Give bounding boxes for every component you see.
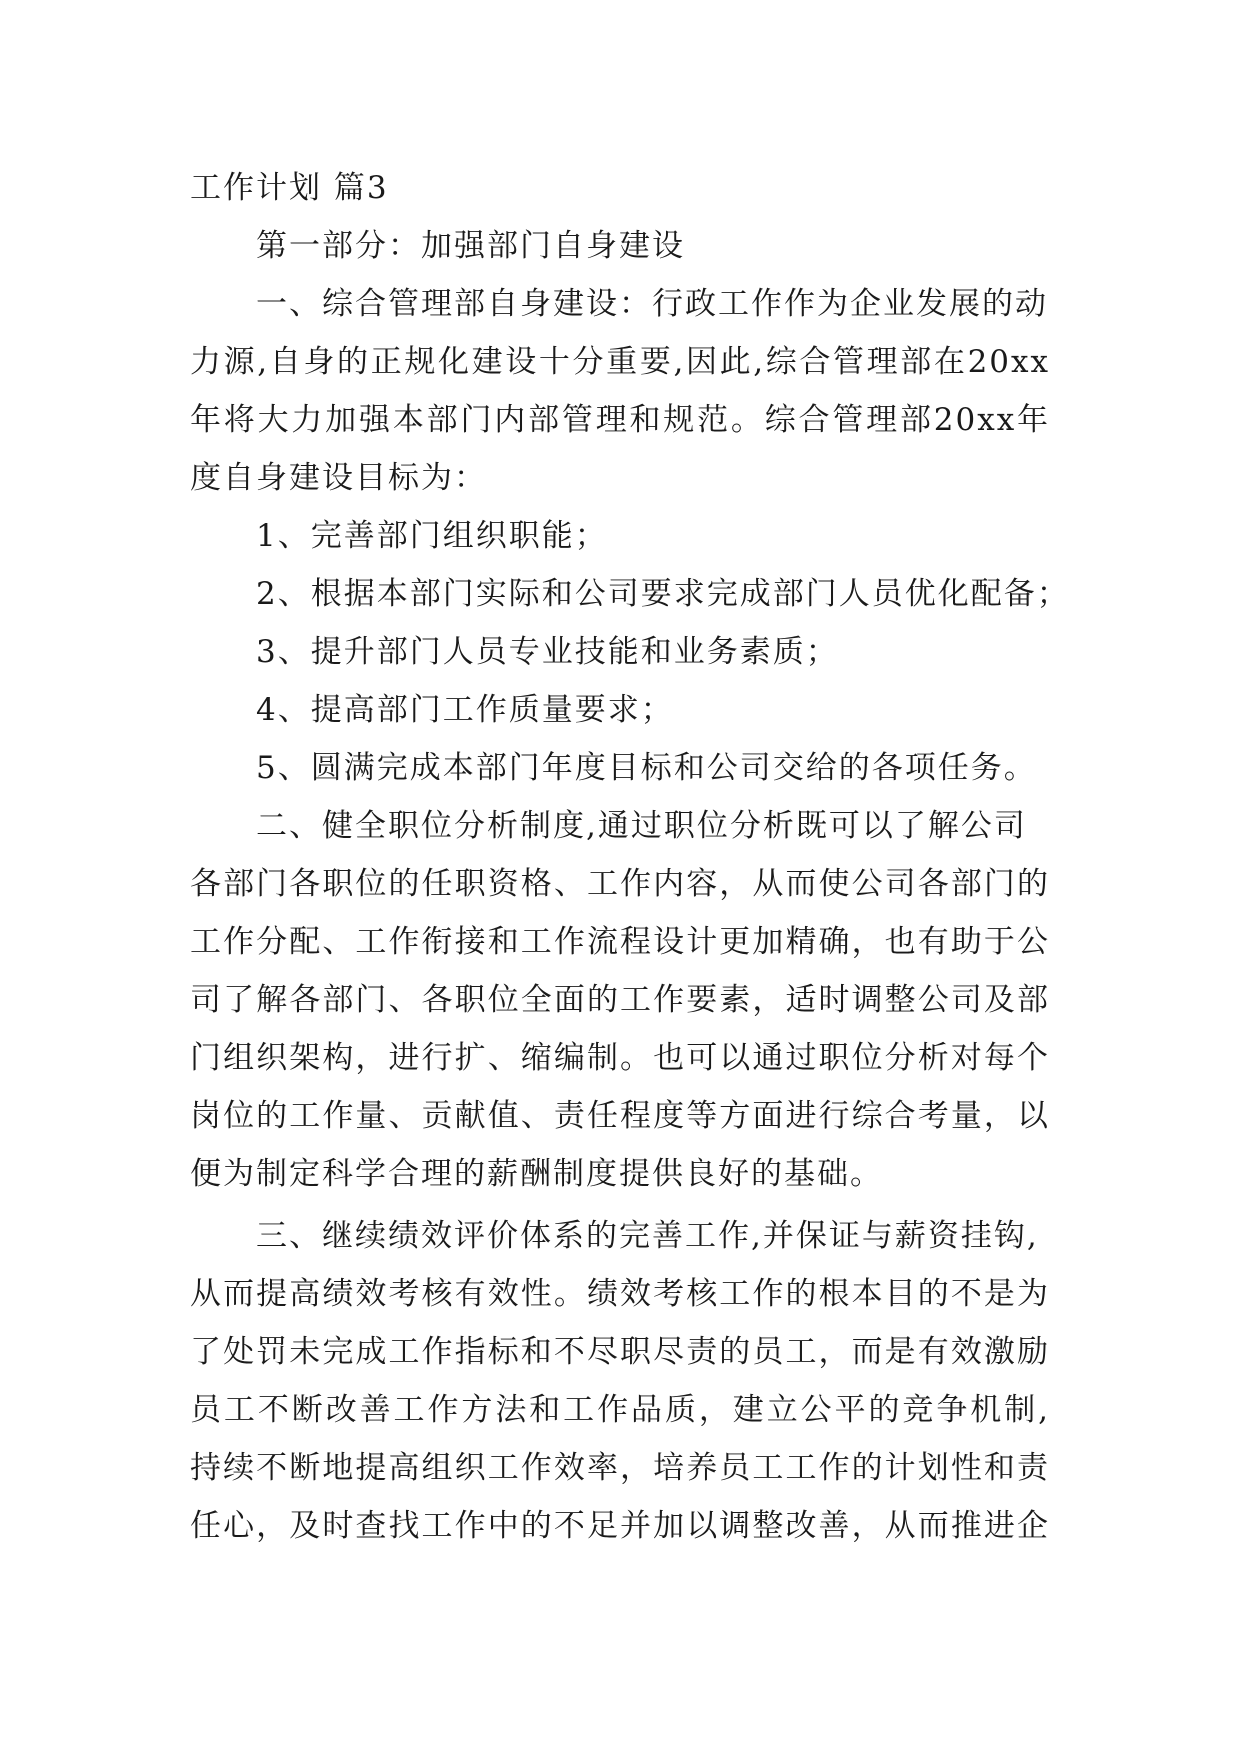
text-line: 各部门各职位的任职资格、工作内容，从而使公司各部门的 (190, 866, 1050, 902)
list-item: 1、完善部门组织职能； (256, 518, 608, 554)
text-line: 便为制定科学合理的薪酬制度提供良好的基础。 (190, 1156, 883, 1192)
text-line: 二、健全职位分析制度,通过职位分析既可以了解公司 (256, 808, 1027, 844)
text-line: 员工不断改善工作方法和工作品质，建立公平的竞争机制, (190, 1392, 1050, 1428)
text-line: 从而提高绩效考核有效性。绩效考核工作的根本目的不是为 (190, 1276, 1050, 1312)
document-title: 工作计划 篇3 (190, 170, 389, 206)
text-line: 度自身建设目标为： (190, 460, 487, 496)
text-line: 力源,自身的正规化建设十分重要,因此,综合管理部在20xx (190, 344, 1050, 380)
text-line: 持续不断地提高组织工作效率，培养员工工作的计划性和责 (190, 1450, 1050, 1486)
list-item: 3、提升部门人员专业技能和业务素质； (256, 634, 839, 670)
text-line: 年将大力加强本部门内部管理和规范。综合管理部20xx年 (190, 402, 1050, 438)
text-line: 工作分配、工作衔接和工作流程设计更加精确，也有助于公 (190, 924, 1050, 960)
text-line: 一、综合管理部自身建设：行政工作作为企业发展的动 (256, 286, 1048, 322)
list-item: 5、圆满完成本部门年度目标和公司交给的各项任务。 (256, 750, 1037, 786)
text-line: 任心，及时查找工作中的不足并加以调整改善，从而推进企 (190, 1508, 1050, 1544)
text-line: 门组织架构，进行扩、缩编制。也可以通过职位分析对每个 (190, 1040, 1050, 1076)
text-line: 三、继续绩效评价体系的完善工作,并保证与薪资挂钩, (256, 1218, 1039, 1254)
text-line: 岗位的工作量、贡献值、责任程度等方面进行综合考量，以 (190, 1098, 1050, 1134)
text-line: 了处罚未完成工作指标和不尽职尽责的员工，而是有效激励 (190, 1334, 1050, 1370)
list-item: 2、根据本部门实际和公司要求完成部门人员优化配备； (256, 576, 1070, 612)
list-item: 4、提高部门工作质量要求； (256, 692, 674, 728)
section-heading: 第一部分：加强部门自身建设 (256, 228, 685, 264)
text-line: 司了解各部门、各职位全面的工作要素，适时调整公司及部 (190, 982, 1050, 1018)
